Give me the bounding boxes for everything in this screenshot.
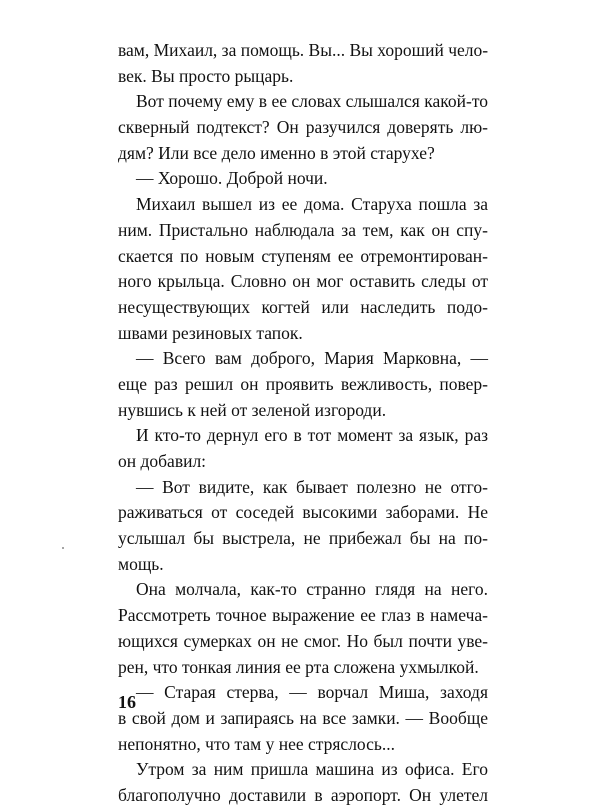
text-line: рен, что тонкая линия ее рта сложена ухмылкой.: [118, 656, 479, 677]
text-line: благополучно доставили в аэропорт. Он улетел: [118, 784, 488, 805]
text-line: И кто-то дернул его в тот момент за язык, раз: [136, 425, 488, 446]
text-line: швами резиновых тапок.: [118, 322, 303, 343]
text-line: вам, Михаил, за помощь. Вы... Вы хороший чело-: [118, 40, 489, 60]
text-line: раживаться от соседей высокими заборами. Не: [118, 502, 488, 523]
text-line: Вот почему ему в ее словах слышался какой-то: [136, 91, 488, 112]
scan-speck: [62, 547, 64, 549]
text-line: он добавил:: [118, 451, 207, 471]
text-line: — Вот видите, как бывает полезно не отго-: [136, 476, 488, 497]
text-line: дям? Или все дело именно в этой старухе?: [118, 142, 435, 163]
text-line: скается по новым ступеням ее отремонтирован-: [118, 245, 488, 266]
text-line: Михаил вышел из ее дома. Старуха пошла за: [136, 194, 488, 215]
text-line: скверный подтекст? Он разучился доверять лю-: [118, 117, 488, 138]
text-line: — Старая стерва, — ворчал Миша, заходя: [136, 682, 488, 703]
text-line: ним. Пристально наблюдала за тем, как он спу-: [118, 219, 488, 240]
text-line: услышал бы выстрела, не прибежал бы на по-: [118, 528, 488, 549]
text-line: ного крыльца. Словно он мог оставить следы от: [118, 271, 488, 292]
book-page-text: [118, 38, 488, 809]
text-line: в свой дом и запираясь на все замки. — Вообще: [118, 707, 488, 728]
text-line: несуществующих когтей или наследить подо-: [118, 296, 488, 317]
text-line: непонятно, что там у нее стряслось...: [118, 733, 395, 754]
text-line: ющихся сумерках он не смог. Но был почти уве-: [118, 630, 488, 651]
text-line: век. Вы просто рыцарь.: [118, 65, 294, 86]
text-line: — Хорошо. Доброй ночи.: [136, 168, 328, 189]
text-line: мощь.: [118, 553, 164, 574]
text-line: Утром за ним пришла машина из офиса. Его: [136, 759, 488, 780]
page-number: 16: [118, 692, 136, 712]
text-line: — Всего вам доброго, Мария Марковна, —: [136, 348, 488, 369]
text-line: нувшись к ней от зеленой изгороди.: [118, 399, 387, 420]
text-line: еще раз решил он проявить вежливость, повер-: [118, 373, 488, 394]
text-line: Она молчала, как-то странно глядя на него.: [136, 579, 488, 600]
text-line: Рассмотреть точное выражение ее глаз в намеча-: [118, 605, 488, 626]
